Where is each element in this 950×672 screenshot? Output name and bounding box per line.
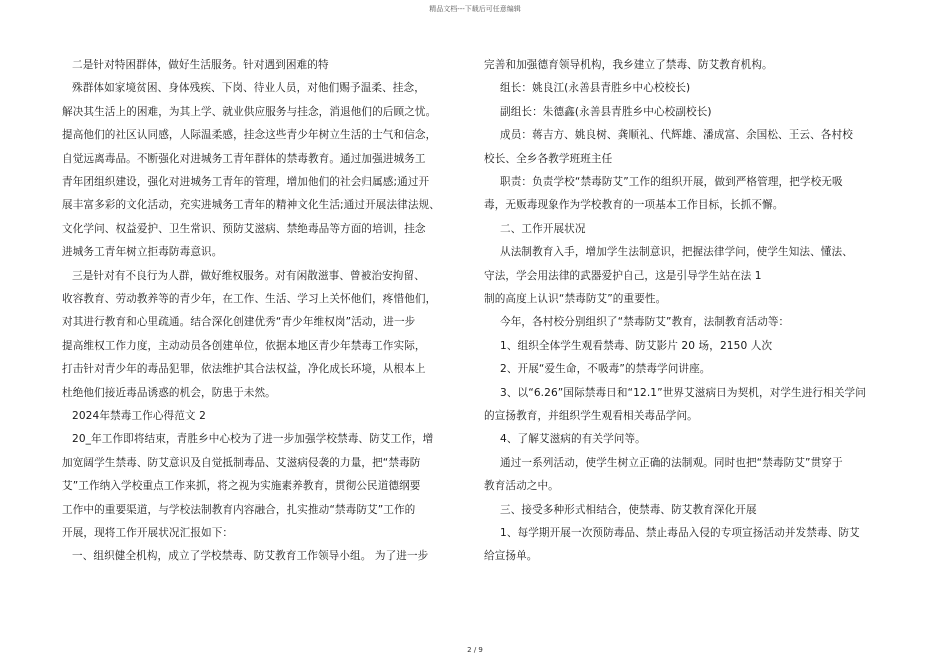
text-line: 青年团组织建设，强化对进城务工青年的管理，增加他们的社会归属感;通过开 bbox=[62, 176, 430, 188]
text-line: 通过一系列活动，使学生树立正确的法制观。同时也把“禁毒防艾”贯穿于 bbox=[500, 456, 843, 469]
text-line: 艾”工作纳入学校重点工作来抓，将之视为实施素养教育，贯彻公民道德纲要 bbox=[62, 480, 421, 493]
text-line: 1、组织全体学生观看禁毒、防艾影片 20 场，2150 人次 bbox=[500, 339, 773, 352]
text-line: 从法制教育入手，增加学生法制意识，把握法律学问，使学生知法、懂法、 bbox=[500, 246, 853, 259]
text-line: 自觉远离毒品。不断强化对进城务工青年群体的禁毒教育。通过加强进城务工 bbox=[62, 152, 426, 165]
text-line: 杜绝他们接近毒品诱惑的机会，防患于未然。 bbox=[62, 386, 276, 399]
text-line: 提高他们的社区认同感，人际温柔感，挂念这些青少年树立生活的士气和信念， bbox=[62, 129, 437, 142]
text-line: 给宣扬单。 bbox=[484, 550, 538, 563]
text-line: 教育活动之中。 bbox=[484, 480, 559, 493]
text-line: 校长、全乡各教学班班主任 bbox=[484, 152, 613, 165]
page-header: 精品文档---下载后可任意编辑 bbox=[429, 5, 521, 13]
text-line: 进城务工青年树立拒毒防毒意识。 bbox=[62, 246, 223, 259]
text-line: 加宽阔学生禁毒、防艾意识及自觉抵制毒品、艾滋病侵袭的力量，把“禁毒防 bbox=[62, 456, 421, 469]
text-line: 守法，学会用法律的武器爱护自己，这是引导学生站在法 1 bbox=[484, 269, 762, 282]
text-line: 20_年工作即将结束，青胜乡中心校为了进一步加强学校禁毒、防艾工作，增 bbox=[72, 433, 434, 446]
text-line: 殊群体如家境贫困、身体残疾、下岗、待业人员，对他们赐予温柔、挂念， bbox=[72, 82, 425, 95]
text-line: 开展，现将工作开展状况汇报如下： bbox=[62, 527, 234, 539]
section-heading: 二、工作开展状况 bbox=[500, 222, 586, 235]
text-line: 3、以“6.26”国际禁毒日和“12.1”世界艾滋病日为契机，对学生进行相关学问 bbox=[500, 386, 866, 399]
text-line: 副组长：朱德鑫(永善县青胜乡中心校副校长) bbox=[500, 105, 712, 118]
text-line: 工作中的重要渠道，与学校法制教育内容融合，扎实推动“禁毒防艾”工作的 bbox=[62, 503, 416, 516]
text-line: 今年，各村校分别组织了“禁毒防艾”教育，法制教育活动等： bbox=[500, 316, 790, 329]
text-line: 文化学问、权益爱护、卫生常识、预防艾滋病、禁绝毒品等方面的培训，挂念 bbox=[62, 222, 426, 235]
text-line: 解决其生活上的困难，为其上学、就业供应服务与挂念，消退他们的后顾之忧。 bbox=[62, 105, 437, 118]
text-line: 对其进行教育和心里疏通。结合深化创建优秀“青少年维权岗”活动，进一步 bbox=[62, 316, 416, 329]
section-title: 2024年禁毒工作心得范文 2 bbox=[72, 410, 206, 422]
text-line: 毒，无贩毒现象作为学校教育的一项基本工作目标，长抓不懈。 bbox=[484, 199, 784, 212]
text-line: 2、开展“爱生命，不吸毒”的禁毒学问讲座。 bbox=[500, 363, 711, 376]
text-line: 展丰富多彩的文化活动，充实进城务工青年的精神文化生活;通过开展法律法规、 bbox=[62, 199, 440, 212]
text-line: 制的高度上认识“禁毒防艾”的重要性。 bbox=[484, 293, 667, 305]
text-line: 一、组织健全机构，成立了学校禁毒、防艾教育工作领导小组。 为了进一步 bbox=[72, 550, 429, 563]
text-line: 1、每学期开展一次预防毒品、禁止毒品入侵的专项宣扬活动并发禁毒、防艾 bbox=[500, 527, 860, 539]
text-line: 打击针对青少年的毒品犯罪，依法维护其合法权益，净化成长环境，从根本上 bbox=[62, 363, 426, 376]
text-line: 二是针对特困群体，做好生活服务。针对遇到困难的特 bbox=[72, 59, 329, 71]
text-line: 的宣扬教育，并组织学生观看相关毒品学问。 bbox=[484, 410, 698, 422]
text-line: 成员：蒋吉方、姚良树、龚顺礼、代辉雄、潘成富、余国松、王云、各村校 bbox=[500, 129, 853, 142]
text-line: 完善和加强德育领导机构，我乡建立了禁毒、防艾教育机构。 bbox=[484, 59, 773, 71]
text-line: 职责：负责学校“禁毒防艾”工作的组织开展，做到严格管理，把学校无吸 bbox=[500, 176, 843, 188]
text-line: 组长：姚良江(永善县青胜乡中心校校长) bbox=[500, 82, 691, 95]
page-number: 2 / 9 bbox=[467, 646, 483, 654]
section-heading: 三、接受多种形式相结合，使禁毒、防艾教育深化开展 bbox=[500, 503, 757, 516]
text-line: 提高维权工作力度，主动动员各创建单位，依据本地区青少年禁毒工作实际， bbox=[62, 339, 426, 352]
text-line: 4、了解艾滋病的有关学问等。 bbox=[500, 433, 646, 446]
text-line: 三是针对有不良行为人群，做好维权服务。对有闲散滋事、曾被治安拘留、 bbox=[72, 269, 425, 282]
text-line: 收容教育、劳动教养等的青少年，在工作、生活、学习上关怀他们，疼惜他们， bbox=[62, 293, 437, 305]
